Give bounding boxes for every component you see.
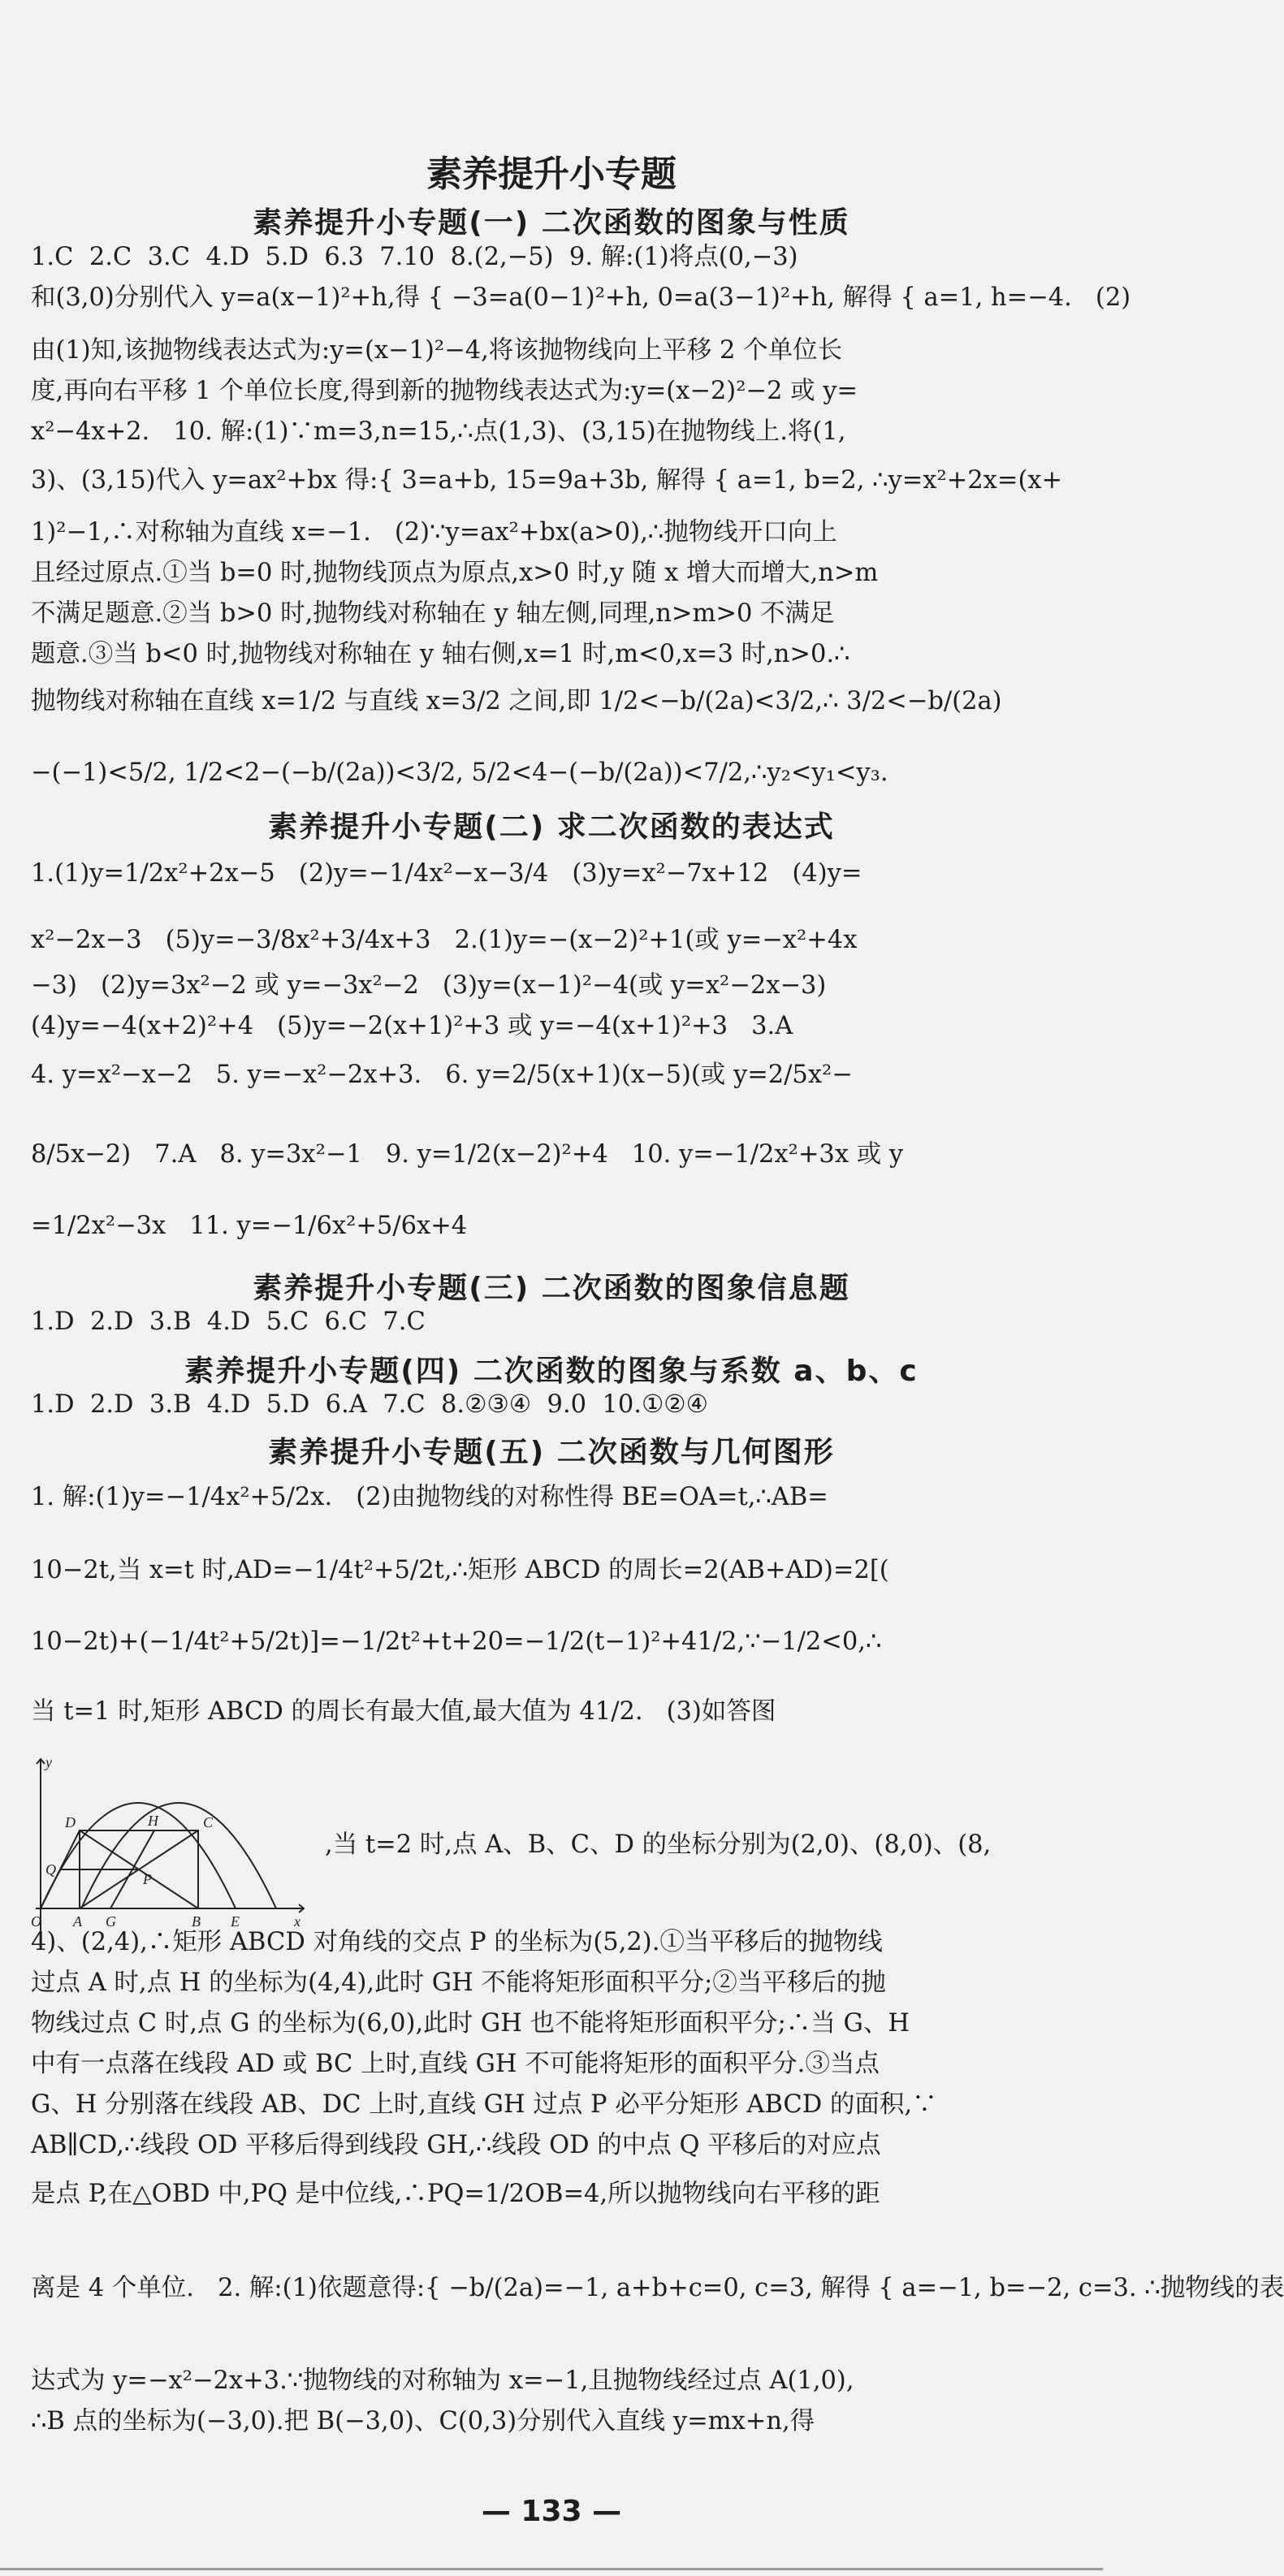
text-line: 1)²−1,∴对称轴为直线 x=−1. (2)∵y=ax²+bx(a>0),∴抛物线开口向上: [31, 518, 837, 547]
text-line: 中有一点落在线段 AD 或 BC 上时,直线 GH 不可能将矩形的面积平分.③当点: [31, 2050, 880, 2078]
section-heading-4: 素养提升小专题(四) 二次函数的图象与系数 a、b、c: [184, 1355, 919, 1388]
figure-label: G: [106, 1913, 116, 1930]
text-line: AB∥CD,∴线段 OD 平移后得到线段 GH,∴线段 OD 的中点 Q 平移后的对应点: [31, 2131, 881, 2159]
page-title: 素养提升小专题: [426, 153, 677, 195]
text-line: 1.D 2.D 3.B 4.D 5.C 6.C 7.C: [31, 1307, 426, 1336]
figure-label: A: [73, 1913, 82, 1930]
text-line: x²−4x+2. 10. 解:(1)∵m=3,n=15,∴点(1,3)、(3,15)在抛物线上.将(1,: [31, 417, 846, 446]
section-heading-1: 素养提升小专题(一) 二次函数的图象与性质: [253, 206, 850, 240]
text-line: 10−2t)+(−1/4t²+5/2t)]=−1/2t²+t+20=−1/2(t−1)²+41/2,∵−1/2<0,∴: [31, 1627, 882, 1656]
text-line: 是点 P,在△OBD 中,PQ 是中位线,∴PQ=1/2OB=4,所以抛物线向右平移的距: [31, 2180, 880, 2208]
text-line: 离是 4 个单位. 2. 解:(1)依题意得:{ −b/(2a)=−1, a+b+c=0, c=3, 解得 { a=−1, b=−2, c=3. ∴抛物线的表: [31, 2274, 1284, 2302]
figure-label: Q: [45, 1861, 56, 1878]
text-line: 达式为 y=−x²−2x+3.∵抛物线的对称轴为 x=−1,且抛物线经过点 A(1,0),: [31, 2366, 854, 2395]
text-line: 8/5x−2) 7.A 8. y=3x²−1 9. y=1/2(x−2)²+4 10. y=−1/2x²+3x 或 y: [31, 1140, 904, 1169]
text-line: 1.(1)y=1/2x²+2x−5 (2)y=−1/4x²−x−3/4 (3)y=x²−7x+12 (4)y=: [31, 859, 862, 888]
text-line: 物线过点 C 时,点 G 的坐标为(6,0),此时 GH 也不能将矩形面积平分;∴当 G、H: [31, 2009, 910, 2038]
section-heading-5: 素养提升小专题(五) 二次函数与几何图形: [268, 1436, 835, 1469]
figure-label: B: [192, 1913, 201, 1930]
section-heading-3: 素养提升小专题(三) 二次函数的图象信息题: [253, 1272, 850, 1305]
section-heading-2: 素养提升小专题(二) 求二次函数的表达式: [268, 810, 835, 844]
text-line: 和(3,0)分别代入 y=a(x−1)²+h,得 { −3=a(0−1)²+h, 0=a(3−1)²+h, 解得 { a=1, h=−4. (2): [31, 283, 1131, 312]
page-number: — 133 —: [481, 2495, 622, 2528]
text-line: 4. y=x²−x−2 5. y=−x²−2x+3. 6. y=2/5(x+1)(x−5)(或 y=2/5x²−: [31, 1061, 853, 1089]
figure-label: C: [203, 1814, 214, 1830]
text-line: 题意.③当 b<0 时,抛物线对称轴在 y 轴右侧,x=1 时,m<0,x=3 时,n>0.∴: [31, 640, 850, 668]
text-line: G、H 分别落在线段 AB、DC 上时,直线 GH 过点 P 必平分矩形 ABCD 的面积,∵: [31, 2090, 937, 2119]
bottom-rule: [0, 2568, 1103, 2570]
text-line: 度,再向右平移 1 个单位长度,得到新的抛物线表达式为:y=(x−2)²−2 或 y=: [31, 377, 858, 405]
parabola-rectangle-figure: [32, 1754, 309, 1939]
figure-label: P: [143, 1871, 152, 1887]
text-line: =1/2x²−3x 11. y=−1/6x²+5/6x+4: [31, 1212, 468, 1240]
text-line: 且经过原点.①当 b=0 时,抛物线顶点为原点,x>0 时,y 随 x 增大而增大,n>m: [31, 559, 879, 587]
figure-label: O: [31, 1913, 41, 1930]
text-line: 1.C 2.C 3.C 4.D 5.D 6.3 7.10 8.(2,−5) 9. 解:(1)将点(0,−3): [31, 243, 798, 271]
text-line: 1.D 2.D 3.B 4.D 5.D 6.A 7.C 8.②③④ 9.0 10.①②④: [31, 1390, 708, 1419]
text-line: 由(1)知,该抛物线表达式为:y=(x−1)²−4,将该抛物线向上平移 2 个单位长: [31, 336, 843, 365]
text-line: 10−2t,当 x=t 时,AD=−1/4t²+5/2t,∴矩形 ABCD 的周长=2(AB+AD)=2[(: [31, 1556, 889, 1584]
figure-label: E: [231, 1913, 240, 1930]
text-line: 1. 解:(1)y=−1/4x²+5/2x. (2)由抛物线的对称性得 BE=OA=t,∴AB=: [31, 1483, 828, 1511]
text-line: 3)、(3,15)代入 y=ax²+bx 得:{ 3=a+b, 15=9a+3b, 解得 { a=1, b=2, ∴y=x²+2x=(x+: [31, 466, 1063, 495]
text-line: x²−2x−3 (5)y=−3/8x²+3/4x+3 2.(1)y=−(x−2)²+1(或 y=−x²+4x: [31, 926, 858, 954]
figure-label: H: [148, 1813, 158, 1829]
text-line: 不满足题意.②当 b>0 时,抛物线对称轴在 y 轴左侧,同理,n>m>0 不满足: [31, 599, 835, 628]
figure-label: y: [45, 1754, 52, 1770]
shifted-parabola: [81, 1803, 276, 1908]
text-line: 4)、(2,4),∴矩形 ABCD 对角线的交点 P 的坐标为(5,2).①当平移后的抛物线: [31, 1928, 883, 1956]
figure-label: D: [65, 1814, 76, 1830]
text-line: ,当 t=2 时,点 A、B、C、D 的坐标分别为(2,0)、(8,0)、(8,: [325, 1830, 992, 1859]
text-line: 过点 A 时,点 H 的坐标为(4,4),此时 GH 不能将矩形面积平分;②当平移后的抛: [31, 1969, 886, 1997]
text-line: 当 t=1 时,矩形 ABCD 的周长有最大值,最大值为 41/2. (3)如答图: [31, 1697, 776, 1726]
text-line: (4)y=−4(x+2)²+4 (5)y=−2(x+1)²+3 或 y=−4(x+1)²+3 3.A: [31, 1012, 793, 1040]
text-line: −3) (2)y=3x²−2 或 y=−3x²−2 (3)y=(x−1)²−4(或 y=x²−2x−3): [31, 971, 827, 1000]
text-line: −(−1)<5/2, 1/2<2−(−b/(2a))<3/2, 5/2<4−(−b/(2a))<7/2,∴y₂<y₁<y₃.: [31, 759, 888, 787]
figure-label: x: [294, 1913, 300, 1930]
text-line: ∴B 点的坐标为(−3,0).把 B(−3,0)、C(0,3)分别代入直线 y=mx+n,得: [31, 2407, 815, 2436]
text-line: 抛物线对称轴在直线 x=1/2 与直线 x=3/2 之间,即 1/2<−b/(2a)<3/2,∴ 3/2<−b/(2a): [31, 687, 1002, 715]
